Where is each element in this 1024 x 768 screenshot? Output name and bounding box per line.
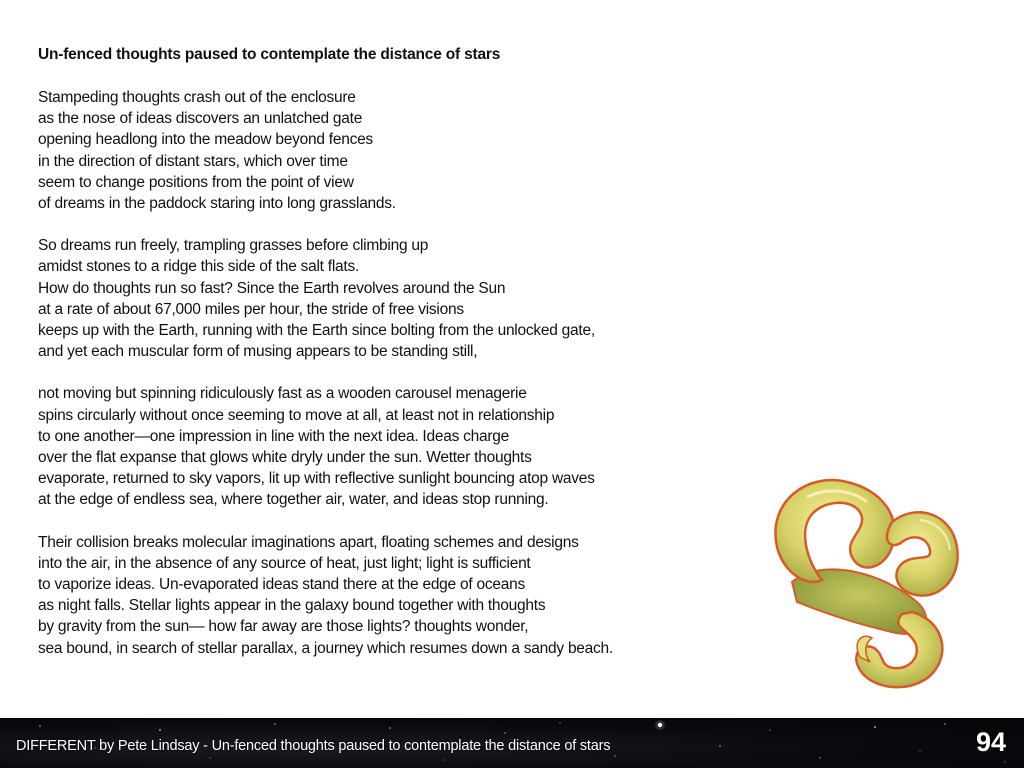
poem-line: at the edge of endless sea, where together air, water, and ideas stop running. [38, 491, 549, 509]
poem-line: amidst stones to a ridge this side of the salt flats. [38, 258, 360, 276]
poem-line: into the air, in the absence of any source of heat, just light; light is sufficient [38, 554, 531, 572]
stanza-3 [38, 383, 678, 510]
page-number: 94 [975, 727, 1006, 757]
poem [38, 44, 678, 680]
poem-line: and yet each muscular form of musing appears to be standing still, [38, 343, 478, 361]
poem-line: as the nose of ideas discovers an unlatched gate [38, 110, 363, 128]
poem-line: by gravity from the sun— how far away are those lights? thoughts wonder, [38, 618, 529, 636]
poem-line: to one another—one impression in line with the next idea. Ideas charge [38, 427, 510, 445]
stanza-1 [38, 87, 678, 214]
poem-line: over the flat expanse that glows white dryly under the sun. Wetter thoughts [38, 449, 532, 467]
poem-line: as night falls. Stellar lights appear in the galaxy bound together with thoughts [38, 597, 546, 615]
poem-line: to vaporize ideas. Un-evaporated ideas stand there at the edge of oceans [38, 576, 525, 594]
poem-line: sea bound, in search of stellar parallax, a journey which resumes down a sandy beach. [38, 639, 613, 657]
poem-line: evaporate, returned to sky vapors, lit up with reflective sunlight bouncing atop waves [38, 470, 595, 488]
poem-line: seem to change positions from the point of view [38, 173, 354, 191]
poem-line: at a rate of about 67,000 miles per hour, the stride of free visions [38, 300, 464, 318]
poem-line: So dreams run freely, trampling grasses before climbing up [38, 237, 429, 255]
stanza-4 [38, 532, 678, 659]
poem-line: Their collision breaks molecular imaginations apart, floating schemes and designs [38, 533, 579, 551]
poem-line: spins circularly without once seeming to move at all, at least not in relationship [38, 406, 555, 424]
swirl-sculpture-illustration [752, 462, 967, 697]
poem-title: Un-fenced thoughts paused to contemplate the distance of stars [38, 46, 501, 63]
poem-line: How do thoughts run so fast? Since the Earth revolves around the Sun [38, 279, 506, 297]
footer-bar [0, 718, 1024, 768]
poem-line: not moving but spinning ridiculously fast as a wooden carousel menagerie [38, 385, 527, 403]
poem-line: opening headlong into the meadow beyond fences [38, 131, 373, 149]
poem-line: of dreams in the paddock staring into long grasslands. [38, 195, 396, 213]
swirl-sculpture-icon [752, 462, 967, 697]
poem-line: Stampeding thoughts crash out of the enclosure [38, 89, 356, 106]
poem-line: in the direction of distant stars, which over time [38, 152, 348, 170]
footer-title: DIFFERENT by Pete Lindsay - Un-fenced thoughts paused to contemplate the distance of stars [16, 738, 611, 754]
stanza-2 [38, 235, 678, 362]
poem-line: keeps up with the Earth, running with the Earth since bolting from the unlocked gate, [38, 322, 595, 340]
